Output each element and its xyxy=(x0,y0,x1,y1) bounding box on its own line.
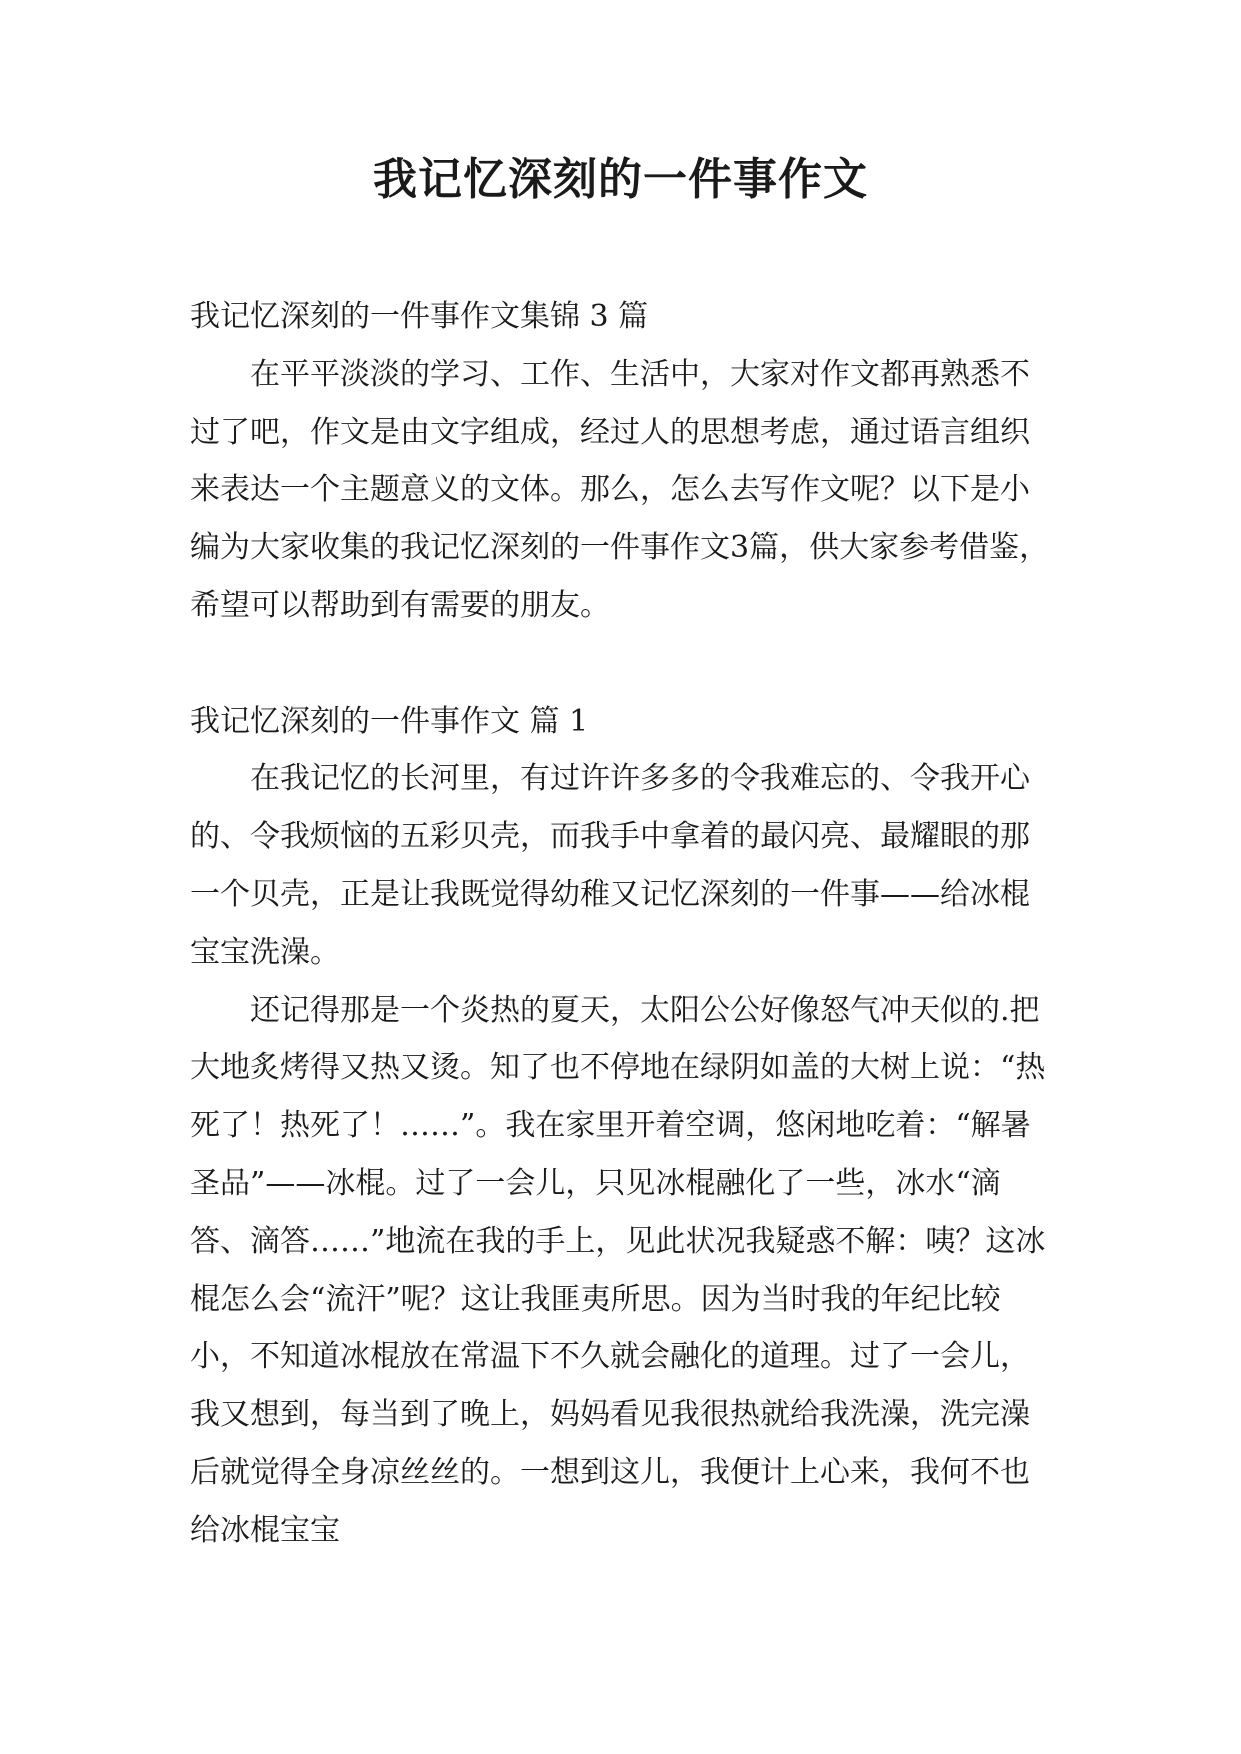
document-title: 我记忆深刻的一件事作文 xyxy=(373,154,868,205)
body-paragraph: 在我记忆的长河里，有过许许多多的令我难忘的、令我开心的、令我烦恼的五彩贝壳，而我手中拿着的最闪亮、最耀眼的那一个贝壳，正是让我既觉得幼稚又记忆深刻的一件事——给冰棍宝宝洗澡。 xyxy=(190,761,1030,970)
document-body xyxy=(190,288,1050,1560)
intro-paragraph: 在平平淡淡的学习、工作、生活中，大家对作文都再熟悉不过了吧，作文是由文字组成，经过人的思想考虑，通过语言组织来表达一个主题意义的文体。那么，怎么去写作文呢？以下是小编为大家收集的我记忆深刻的一件事作文3篇，供大家参考借鉴，希望可以帮助到有需要的朋友。 xyxy=(190,356,1050,623)
body-paragraph: 还记得那是一个炎热的夏天，太阳公公好像怒气冲天似的.把大地炙烤得又热又烫。知了也不停地在绿阴如盖的大树上说：“热死了！热死了！……”。我在家里开着空调，悠闲地吃着：“解暑圣品”——冰棍。过了一会儿，只见冰棍融化了一些，冰水“滴答、滴答……”地流在我的手上，见此状况我疑惑不解：咦？这冰棍怎么会“流汗”呢？这让我匪夷所思。因为当时我的年纪比较小，不知道冰棍放在常温下不久就会融化的道理。过了一会儿，我又想到，每当到了晚上，妈妈看见我很热就给我洗澡，洗完澡后就觉得全身凉丝丝的。一想到这儿，我便计上心来，我何不也给冰棍宝宝 xyxy=(190,992,1046,1548)
section-heading: 我记忆深刻的一件事作文 篇 1 xyxy=(190,703,589,739)
paragraph-gap xyxy=(190,635,1050,693)
document-subtitle: 我记忆深刻的一件事作文集锦 3 篇 xyxy=(190,299,649,334)
